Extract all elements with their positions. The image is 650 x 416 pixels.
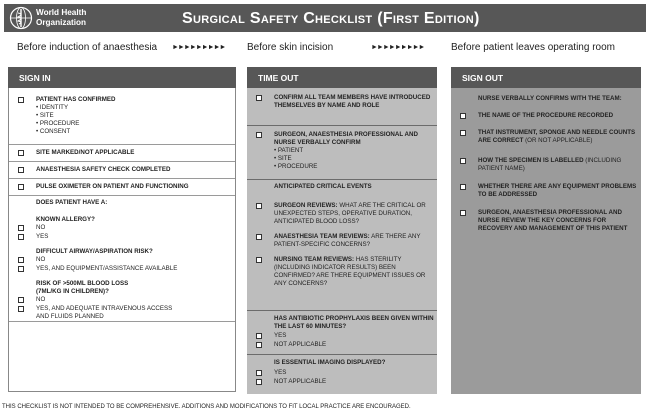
allergy-no-item: NO xyxy=(9,224,235,232)
sign-in-column xyxy=(8,67,236,392)
surgeon-reviews-item: SURGEON REVIEWS: WHAT ARE THE CRITICAL OR UNEXPECTED STEPS, OPERATIVE DURATION, ANTICIPATED BLOOD LOSS? xyxy=(247,202,437,226)
blood-loss-question: RISK OF >500ML BLOOD LOSS (7ML/KG IN CHILDREN)? xyxy=(36,280,129,295)
patient-confirmed-item: PATIENT HAS CONFIRMED • IDENTITY • SITE • PROCEDURE • CONSENT xyxy=(9,96,235,136)
nursing-reviews-checkbox[interactable] xyxy=(256,257,262,263)
antibiotic-na-item: NOT APPLICABLE xyxy=(247,341,437,349)
sign-in-heading: SIGN IN xyxy=(8,67,236,88)
organization-name: World Health Organization xyxy=(36,8,87,27)
specimen-labelled-checkbox[interactable] xyxy=(460,158,466,164)
nursing-reviews-item: NURSING TEAM REVIEWS: HAS STERILITY (INCLUDING INDICATOR RESULTS) BEEN CONFIRMED? ARE THERE EQUIPMENT ISSUES OR ANY CONCERNS? xyxy=(247,256,437,288)
airway-no-item: NO xyxy=(9,256,235,264)
anticipated-events-label: ANTICIPATED CRITICAL EVENTS xyxy=(274,183,372,190)
site-marked-section xyxy=(9,145,235,162)
critical-events-section xyxy=(247,180,437,311)
does-patient-have-label: DOES PATIENT HAVE A: xyxy=(36,199,108,206)
blood-loss-no-item: NO xyxy=(9,296,235,304)
anaesthesia-check-item: ANAESTHESIA SAFETY CHECK COMPLETED xyxy=(9,166,235,174)
blood-loss-no-checkbox[interactable] xyxy=(18,297,24,303)
airway-question: DIFFICULT AIRWAY/ASPIRATION RISK? xyxy=(36,248,153,255)
allergy-no-checkbox[interactable] xyxy=(18,225,24,231)
antibiotic-yes-checkbox[interactable] xyxy=(256,333,262,339)
airway-no-checkbox[interactable] xyxy=(18,257,24,263)
imaging-na-checkbox[interactable] xyxy=(256,379,262,385)
counts-correct-checkbox[interactable] xyxy=(460,130,466,136)
anaesthesia-check-section xyxy=(9,162,235,179)
procedure-recorded-checkbox[interactable] xyxy=(460,113,466,119)
airway-yes-item: YES, AND EQUIPMENT/ASSISTANCE AVAILABLE xyxy=(9,265,235,273)
antibiotic-section xyxy=(247,311,437,355)
blood-loss-yes-item: YES, AND ADEQUATE INTRAVENOUS ACCESS AND FLUIDS PLANNED xyxy=(9,305,235,321)
team-introduction-checkbox[interactable] xyxy=(256,95,262,101)
team-introduction-section xyxy=(247,88,437,126)
imaging-yes-item: YES xyxy=(247,369,437,377)
allergy-yes-item: YES xyxy=(9,233,235,241)
recovery-concerns-checkbox[interactable] xyxy=(460,210,466,216)
pulse-oximeter-section xyxy=(9,179,235,196)
imaging-yes-checkbox[interactable] xyxy=(256,370,262,376)
site-marked-item: SITE MARKED/NOT APPLICABLE xyxy=(9,149,235,157)
patient-confirmed-checkbox[interactable] xyxy=(18,97,24,103)
phase-before-incision: Before skin incision xyxy=(247,42,334,53)
checklist-title: Surgical Safety Checklist (First Edition) xyxy=(182,10,480,27)
airway-yes-checkbox[interactable] xyxy=(18,266,24,272)
procedure-recorded-item: THE NAME OF THE PROCEDURE RECORDED xyxy=(451,112,641,120)
anaesthesia-reviews-item: ANAESTHESIA TEAM REVIEWS: ARE THERE ANY PATIENT-SPECIFIC CONCERNS? xyxy=(247,233,437,249)
who-logo-icon xyxy=(9,6,33,30)
anaesthesia-check-checkbox[interactable] xyxy=(18,167,24,173)
imaging-section xyxy=(247,355,437,386)
checklist-disclaimer: THIS CHECKLIST IS NOT INTENDED TO BE COMPREHENSIVE. ADDITIONS AND MODIFICATIONS TO FIT LOCAL PRACTICE ARE ENCOURAGED. xyxy=(2,404,411,410)
phase-arrow-1: ►►►►►►►►► xyxy=(172,44,226,51)
sign-out-heading: SIGN OUT xyxy=(451,67,641,88)
imaging-na-item: NOT APPLICABLE xyxy=(247,378,437,386)
equipment-problems-checkbox[interactable] xyxy=(460,184,466,190)
team-introduction-item: CONFIRM ALL TEAM MEMBERS HAVE INTRODUCED THEMSELVES BY NAME AND ROLE xyxy=(247,94,437,110)
pulse-oximeter-item: PULSE OXIMETER ON PATIENT AND FUNCTIONING xyxy=(9,183,235,191)
antibiotic-yes-item: YES xyxy=(247,332,437,340)
phase-arrow-2: ►►►►►►►►► xyxy=(371,44,425,51)
antibiotic-question: HAS ANTIBIOTIC PROPHYLAXIS BEEN GIVEN WITHIN THE LAST 60 MINUTES? xyxy=(274,315,434,330)
header-bar xyxy=(4,4,646,32)
antibiotic-na-checkbox[interactable] xyxy=(256,342,262,348)
verbal-confirm-item: SURGEON, ANAESTHESIA PROFESSIONAL AND NURSE VERBALLY CONFIRM • PATIENT • SITE • PROCEDURE xyxy=(247,131,437,171)
equipment-problems-item: WHETHER THERE ARE ANY EQUIPMENT PROBLEMS TO BE ADDRESSED xyxy=(451,183,641,199)
allergy-yes-checkbox[interactable] xyxy=(18,234,24,240)
verbal-confirm-section xyxy=(247,126,437,180)
surgeon-reviews-checkbox[interactable] xyxy=(256,203,262,209)
verbal-confirm-checkbox[interactable] xyxy=(256,132,262,138)
allergy-question: KNOWN ALLERGY? xyxy=(36,216,95,223)
imaging-question: IS ESSENTIAL IMAGING DISPLAYED? xyxy=(274,359,386,366)
phase-before-induction: Before induction of anaesthesia xyxy=(17,42,158,53)
recovery-concerns-item: SURGEON, ANAESTHESIA PROFESSIONAL AND NURSE REVIEW THE KEY CONCERNS FOR RECOVERY AND MANAGEMENT OF THIS PATIENT xyxy=(451,209,641,233)
sign-out-column xyxy=(451,67,641,394)
blood-loss-yes-checkbox[interactable] xyxy=(18,306,24,312)
specimen-labelled-item: HOW THE SPECIMEN IS LABELLED (INCLUDING PATIENT NAME) xyxy=(451,157,641,173)
time-out-column xyxy=(247,67,437,394)
sign-in-identity-section xyxy=(9,89,235,145)
time-out-heading: TIME OUT xyxy=(247,67,437,88)
site-marked-checkbox[interactable] xyxy=(18,150,24,156)
counts-correct-item: THAT INSTRUMENT, SPONGE AND NEEDLE COUNTS ARE CORRECT (OR NOT APPLICABLE) xyxy=(451,129,641,145)
patient-risks-section xyxy=(9,196,235,322)
pulse-oximeter-checkbox[interactable] xyxy=(18,184,24,190)
anaesthesia-reviews-checkbox[interactable] xyxy=(256,234,262,240)
nurse-confirms-label: NURSE VERBALLY CONFIRMS WITH THE TEAM: xyxy=(478,95,622,102)
phase-before-leaving: Before patient leaves operating room xyxy=(451,42,615,53)
